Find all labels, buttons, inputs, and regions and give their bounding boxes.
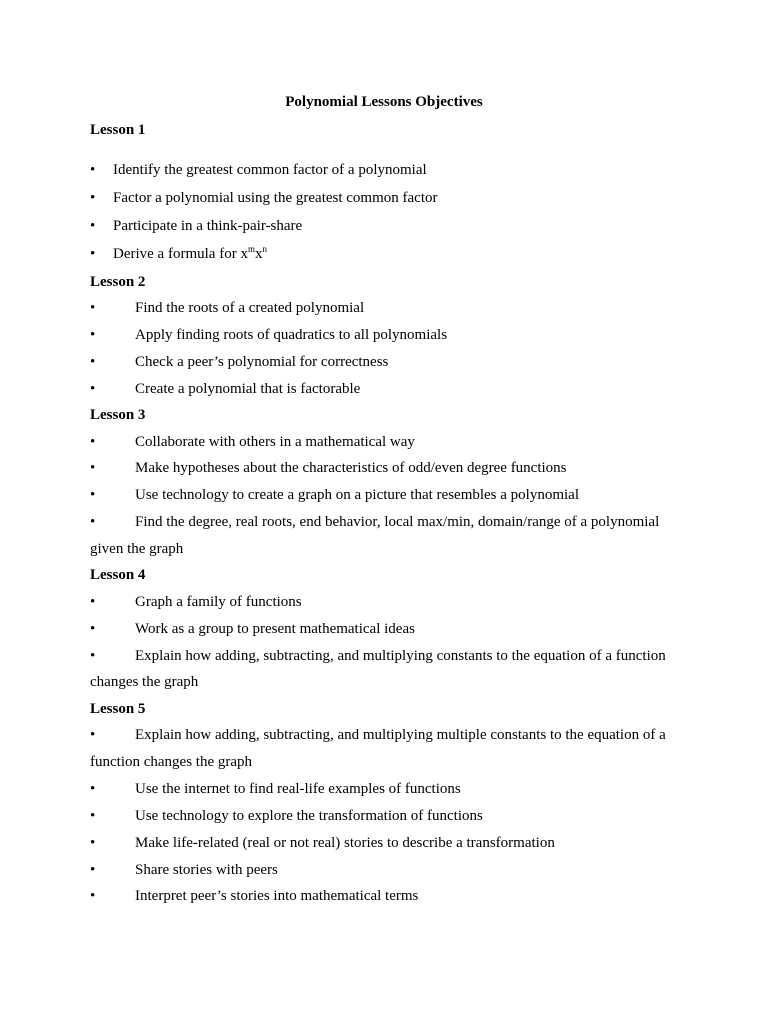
lesson-2-heading: Lesson 2 <box>90 274 146 290</box>
list-item-text: Use technology to create a graph on a picture that resembles a polynomial <box>135 487 580 503</box>
bullet-icon: • <box>90 327 96 343</box>
list-item-text: Interpret peer’s stories into mathematical terms <box>135 888 419 904</box>
bullet-icon: • <box>90 621 96 637</box>
bullet-icon: • <box>90 162 96 178</box>
list-item-text: Find the degree, real roots, end behavior, local max/min, domain/range of a polynomial <box>135 514 660 530</box>
bullet-icon: • <box>90 190 96 206</box>
list-item-text: Work as a group to present mathematical ideas <box>135 621 415 637</box>
bullet-icon: • <box>90 218 96 234</box>
list-item-text: Check a peer’s polynomial for correctness <box>135 354 389 370</box>
lesson-5-heading: Lesson 5 <box>90 701 146 717</box>
list-item-continuation: function changes the graph <box>90 754 253 770</box>
lesson-4-heading: Lesson 4 <box>90 567 146 583</box>
bullet-icon: • <box>90 514 96 530</box>
bullet-icon: • <box>90 594 96 610</box>
list-item-text: Share stories with peers <box>135 862 278 878</box>
bullet-icon: • <box>90 381 96 397</box>
bullet-icon: • <box>90 781 96 797</box>
lesson-3-heading: Lesson 3 <box>90 407 146 423</box>
list-item-text: Make hypotheses about the characteristics of odd/even degree functions <box>135 460 567 476</box>
bullet-icon: • <box>90 808 96 824</box>
formula-exponent-m: m <box>247 244 255 254</box>
list-item-text: Create a polynomial that is factorable <box>135 381 361 397</box>
bullet-icon: • <box>90 727 96 743</box>
formula-base-x: x <box>254 246 263 262</box>
bullet-icon: • <box>90 434 96 450</box>
list-item-text: Factor a polynomial using the greatest common factor <box>113 190 438 206</box>
list-item-text: Make life-related (real or not real) stories to describe a transformation <box>135 835 555 851</box>
list-item-text <box>113 244 267 264</box>
bullet-icon: • <box>90 888 96 904</box>
bullet-icon: • <box>90 862 96 878</box>
bullet-icon: • <box>90 300 96 316</box>
formula-exponent-n: n <box>262 244 267 254</box>
list-item-text: Identify the greatest common factor of a polynomial <box>113 162 427 178</box>
list-item-continuation: given the graph <box>90 541 184 557</box>
bullet-icon: • <box>90 487 96 503</box>
bullet-icon: • <box>90 648 96 664</box>
list-item-text: Apply finding roots of quadratics to all polynomials <box>135 327 448 343</box>
bullet-icon: • <box>90 835 96 851</box>
bullet-icon: • <box>90 460 96 476</box>
list-item-text: Find the roots of a created polynomial <box>135 300 365 316</box>
list-item-text: Use the internet to find real-life examples of functions <box>135 781 461 797</box>
list-item-text: Collaborate with others in a mathematical way <box>135 434 415 450</box>
document-title: Polynomial Lessons Objectives <box>285 94 483 110</box>
lesson-1-heading: Lesson 1 <box>90 122 146 138</box>
list-item-text: Explain how adding, subtracting, and multiplying multiple constants to the equation of a <box>135 727 666 743</box>
list-item-text: Use technology to explore the transformation of functions <box>135 808 483 824</box>
list-item-text: Explain how adding, subtracting, and multiplying constants to the equation of a function <box>135 648 666 664</box>
bullet-icon: • <box>90 354 96 370</box>
list-item-text: Participate in a think-pair-share <box>113 218 303 234</box>
list-item-continuation: changes the graph <box>90 674 199 690</box>
bullet-icon: • <box>90 246 96 262</box>
formula-prefix: Derive a formula for x <box>113 246 248 262</box>
list-item-text: Graph a family of functions <box>135 594 302 610</box>
